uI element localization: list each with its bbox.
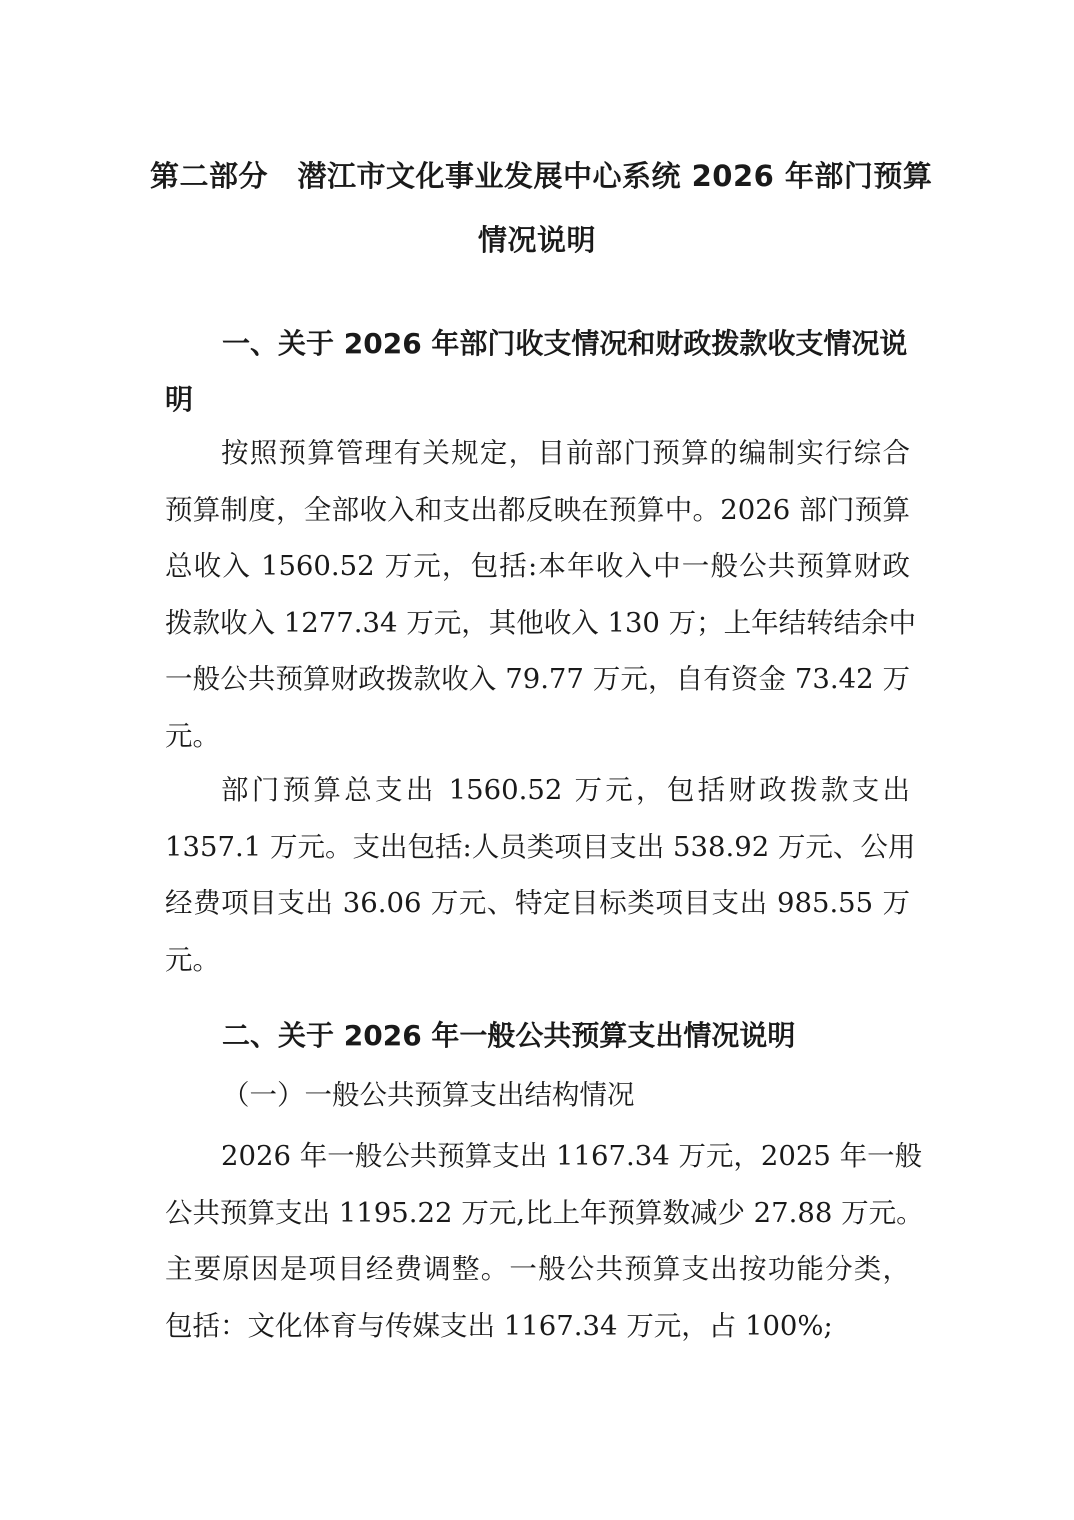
section-1-paragraph-expenditure (165, 762, 916, 988)
section-1-heading-line-2: 明 (165, 383, 194, 416)
paragraph-line: 主要原因是项目经费调整。一般公共预算支出按功能分类， (165, 1253, 910, 1285)
paragraph-line: 1357.1 万元。支出包括:人员类项目支出 538.92 万元、公用 (165, 830, 916, 863)
paragraph-line: 部门预算总支出 1560.52 万元，包括财政拨款支出 (221, 774, 910, 806)
paragraph-line: 拨款收入 1277.34 万元，其他收入 130 万；上年结转结余中 (165, 606, 917, 639)
section-1-heading-line-1: 一、关于 2026 年部门收支情况和财政拨款收支情况说 (222, 327, 908, 360)
paragraph-line: 预算制度，全部收入和支出都反映在预算中。2026 部门预算 (165, 493, 910, 526)
document-title-line-2: 情况说明 (477, 223, 596, 257)
paragraph-line: 经费项目支出 36.06 万元、特定目标类项目支出 985.55 万 (165, 887, 910, 919)
document-title-line-1: 第二部分 潜江市文化事业发展中心系统 2026 年部门预算 (150, 159, 933, 193)
section-2-subheading: （一）一般公共预算支出结构情况 (222, 1079, 635, 1111)
paragraph-line: 总收入 1560.52 万元，包括:本年收入中一般公共预算财政 (165, 550, 910, 582)
section-2-heading: 二、关于 2026 年一般公共预算支出情况说明 (222, 1019, 796, 1052)
paragraph-line: 元。 (165, 719, 220, 752)
paragraph-line: 元。 (165, 943, 220, 976)
paragraph-line: 2026 年一般公共预算支出 1167.34 万元，2025 年一般 (221, 1140, 923, 1172)
section-1-paragraph-income (165, 425, 917, 764)
paragraph-line: 包括：文化体育与传媒支出 1167.34 万元，占 100%; (165, 1309, 833, 1342)
section-2-paragraph (165, 1128, 924, 1354)
paragraph-line: 一般公共预算财政拨款收入 79.77 万元，自有资金 73.42 万 (165, 663, 910, 695)
paragraph-line: 公共预算支出 1195.22 万元,比上年预算数减少 27.88 万元。 (165, 1196, 924, 1229)
paragraph-line: 按照预算管理有关规定，目前部门预算的编制实行综合 (221, 437, 910, 469)
